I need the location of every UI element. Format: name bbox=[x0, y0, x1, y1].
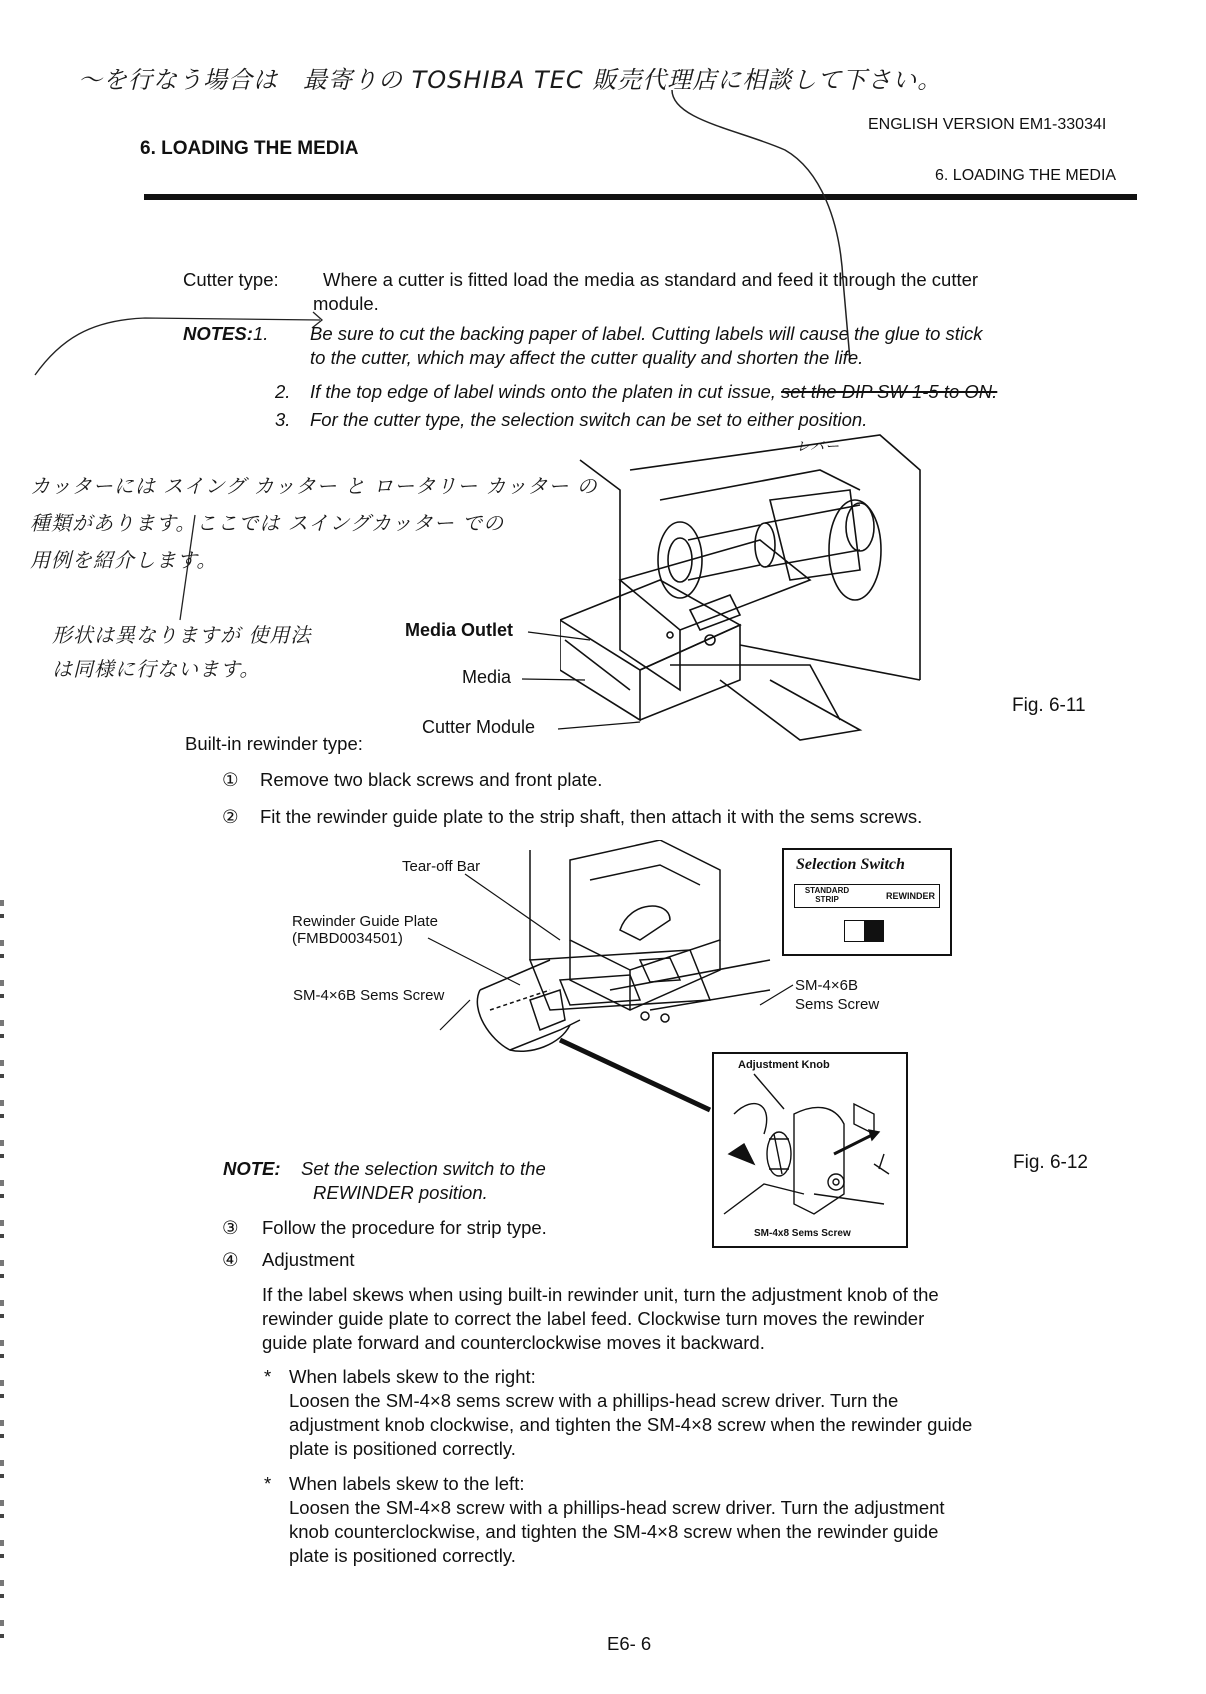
note-3-text: For the cutter type, the selection switch can be set to either position. bbox=[310, 409, 868, 430]
step-3-text: Follow the procedure for strip type. bbox=[262, 1217, 547, 1238]
inset-label-knob: Adjustment Knob bbox=[738, 1059, 830, 1071]
side-note-line-1: カッターには スイング カッター と ロータリー カッター の bbox=[30, 474, 598, 498]
selection-switch-panel bbox=[794, 884, 940, 908]
selection-switch-box bbox=[782, 848, 952, 956]
note-1-line-2: to the cutter, which may affect the cutter quality and shorten the life. bbox=[310, 347, 864, 368]
switch-toggle[interactable] bbox=[844, 920, 884, 942]
note-line-1: Set the selection switch to the bbox=[301, 1158, 546, 1179]
adjustment-paragraph bbox=[262, 1283, 1092, 1355]
side-note-line-2: 種類があります。ここでは スイングカッター での bbox=[30, 511, 505, 535]
fig11-caption: Fig. 6-11 bbox=[1012, 695, 1086, 716]
skew-left-line-2: knob counterclockwise, and tighten the SM-4×8 screw when the rewinder guide bbox=[289, 1521, 939, 1542]
fig12-label-tear-off-bar: Tear-off Bar bbox=[402, 858, 481, 875]
shape-note-line-1: 形状は異なりますが 使用法 bbox=[52, 623, 312, 647]
skew-left-bullet: * bbox=[264, 1473, 272, 1494]
cutter-type-label: Cutter type: bbox=[183, 269, 279, 290]
skew-left-line-3: plate is positioned correctly. bbox=[289, 1545, 516, 1566]
fig11-label-media: Media bbox=[462, 667, 512, 687]
running-title: 6. LOADING THE MEDIA bbox=[935, 167, 1117, 184]
cutter-type-text-2: module. bbox=[313, 293, 379, 314]
fig12-label-sems-right-2: Sems Screw bbox=[795, 996, 880, 1013]
fig12-label-guide-plate-1: Rewinder Guide Plate bbox=[292, 913, 438, 930]
inset-illustration bbox=[714, 1054, 906, 1246]
skew-left-block bbox=[289, 1472, 1089, 1568]
fig12-label-sems-left: SM-4×6B Sems Screw bbox=[293, 987, 445, 1004]
fig11-label-cutter-module: Cutter Module bbox=[422, 717, 536, 737]
skew-right-head: When labels skew to the right: bbox=[289, 1366, 536, 1387]
shape-note-line-2: は同様に行ないます。 bbox=[52, 657, 261, 681]
skew-right-bullet: * bbox=[264, 1366, 272, 1387]
switch-label-standard-strip: STANDARD STRIP bbox=[804, 886, 850, 904]
fig12-caption: Fig. 6-12 bbox=[1013, 1152, 1088, 1173]
note-1-line-1: Be sure to cut the backing paper of label. Cutting labels will cause the glue to stick bbox=[310, 323, 983, 344]
adjustment-line-1: If the label skews when using built-in rewinder unit, turn the adjustment knob of the bbox=[262, 1284, 939, 1305]
rewinder-step-2-num: ② bbox=[222, 806, 239, 827]
fig11-label-media-outlet: Media Outlet bbox=[405, 620, 514, 640]
fig12-label-sems-right-1: SM-4×6B bbox=[795, 977, 858, 994]
note-3-num: 3. bbox=[275, 409, 291, 430]
skew-right-block bbox=[289, 1365, 1089, 1461]
adjustment-inset-box bbox=[712, 1052, 908, 1248]
selection-switch-title: Selection Switch bbox=[796, 856, 905, 873]
page-number: E6- 6 bbox=[607, 1633, 652, 1654]
switch-label-rewinder: REWINDER bbox=[886, 891, 935, 901]
handwritten-top-note: ～を行なう場合は 最寄りの TOSHIBA TEC 販売代理店に相談して下さい。 bbox=[78, 66, 943, 94]
scan-edge-artifact bbox=[0, 900, 4, 1660]
note-2-struck-text: set the DIP SW 1-5 to ON. bbox=[781, 381, 998, 402]
note-1-num: 1. bbox=[253, 323, 269, 344]
skew-right-line-1: Loosen the SM-4×8 sems screw with a phillips-head screw driver. Turn the bbox=[289, 1390, 899, 1411]
rewinder-type-label: Built-in rewinder type: bbox=[185, 733, 363, 754]
rewinder-step-1-text: Remove two black screws and front plate. bbox=[260, 769, 603, 790]
skew-left-head: When labels skew to the left: bbox=[289, 1473, 525, 1494]
step-3-num: ③ bbox=[222, 1217, 239, 1238]
note-2-num: 2. bbox=[275, 381, 291, 402]
skew-right-line-2: adjustment knob clockwise, and tighten the SM-4×8 screw when the rewinder guide bbox=[289, 1414, 973, 1435]
step-4-num: ④ bbox=[222, 1249, 239, 1270]
adjustment-line-2: rewinder guide plate to correct the label feed. Clockwise turn moves the rewinder bbox=[262, 1308, 925, 1329]
step-4-text: Adjustment bbox=[262, 1249, 355, 1270]
fig12-label-guide-plate-2: (FMBD0034501) bbox=[292, 930, 403, 947]
notes-label: NOTES: bbox=[183, 323, 253, 344]
skew-right-line-3: plate is positioned correctly. bbox=[289, 1438, 516, 1459]
side-note-line-3: 用例を紹介します。 bbox=[30, 548, 218, 572]
handwritten-lever-mark: レバー bbox=[796, 439, 841, 455]
rewinder-step-2-text: Fit the rewinder guide plate to the strip shaft, then attach it with the sems screws. bbox=[260, 806, 923, 827]
note-2-text: If the top edge of label winds onto the platen in cut issue, bbox=[310, 381, 782, 402]
note-line-2: REWINDER position. bbox=[313, 1182, 488, 1203]
section-title: 6. LOADING THE MEDIA bbox=[140, 138, 359, 159]
cutter-type-text-1: Where a cutter is fitted load the media as standard and feed it through the cutter bbox=[323, 269, 979, 290]
rewinder-step-1-num: ① bbox=[222, 769, 239, 790]
version-label: ENGLISH VERSION EM1-33034I bbox=[868, 116, 1107, 133]
adjustment-line-3: guide plate forward and counterclockwise moves it backward. bbox=[262, 1332, 765, 1353]
note-label: NOTE: bbox=[223, 1158, 281, 1179]
skew-left-line-1: Loosen the SM-4×8 screw with a phillips-head screw driver. Turn the adjustment bbox=[289, 1497, 945, 1518]
inset-label-screw: SM-4x8 Sems Screw bbox=[754, 1228, 851, 1239]
